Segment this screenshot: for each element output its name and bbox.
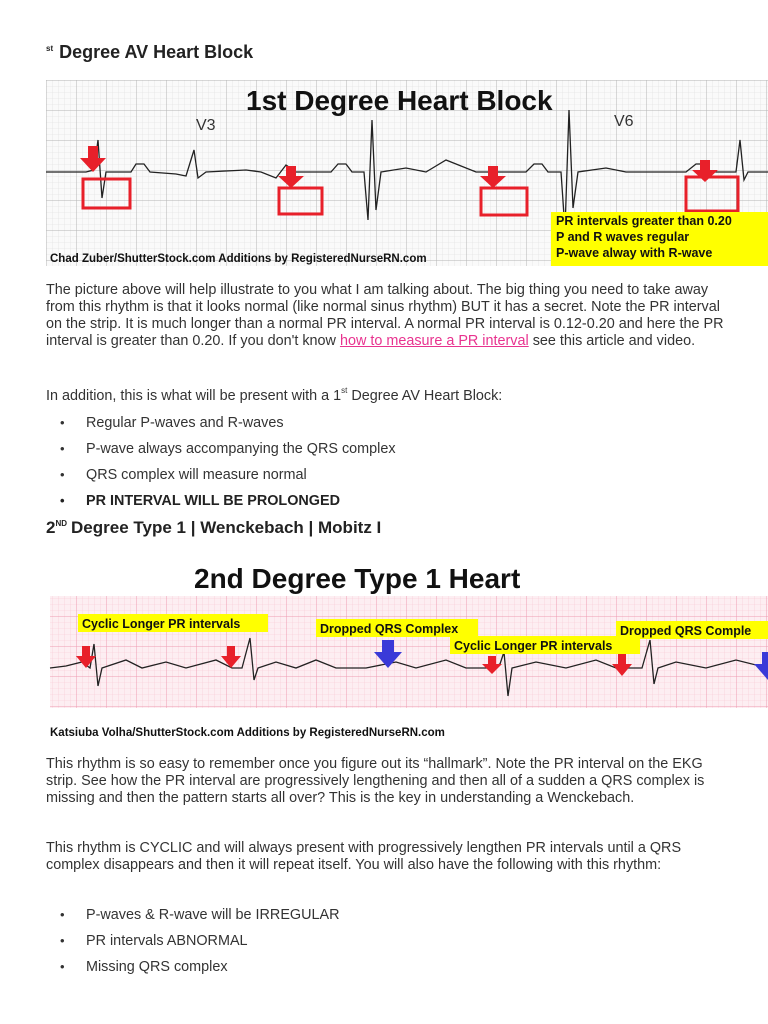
legend-line-3: P-wave alway with R-wave: [556, 246, 713, 260]
legend-line-1: PR intervals greater than 0.20: [556, 214, 732, 228]
heading-text: Degree Type 1 | Wenckebach | Mobitz I: [71, 518, 382, 537]
measure-pr-interval-link[interactable]: how to measure a PR interval: [339, 333, 529, 349]
lead-label-v3: V3: [196, 117, 216, 134]
list-item: • PR intervals ABNORMAL: [46, 928, 726, 954]
paragraph-cyclic-rhythm: This rhythm is CYCLIC and will always present with progressively lengthen PR intervals until a QRS complex disappears and then it will repeat itself. You will also have the following with this rhythm:: [46, 840, 682, 873]
list-item: • Missing QRS complex: [46, 954, 726, 980]
lead-label-v6: V6: [614, 113, 634, 130]
ekg-image-1st-degree: [46, 80, 768, 266]
image-credit-1: Chad Zuber/ShutterStock.com Additions by RegisteredNurseRN.com: [50, 253, 427, 265]
bullet-list-2nd-degree: [46, 902, 726, 980]
label-cyclic-longer-pr-1: Cyclic Longer PR intervals: [82, 617, 241, 631]
list-item: • P-wave always accompanying the QRS complex: [46, 436, 726, 462]
paragraph-wenckebach-hallmark: This rhythm is so easy to remember once you figure out its “hallmark”. Note the PR interval on the EKG strip. See how the PR interval are progressively lengthening and then all of a sudden a QRS complex is missing and then the pattern starts all over? This is the key in understanding a Wenckebach.: [46, 756, 705, 806]
ekg-image-2nd-degree: [46, 556, 768, 742]
section-heading-2nd-degree: [46, 518, 381, 538]
section-heading-1st-degree: [46, 42, 253, 63]
list-item: • QRS complex will measure normal: [46, 462, 726, 488]
list-item: • PR INTERVAL WILL BE PROLONGED: [46, 488, 726, 514]
paragraph-superscript: st: [341, 386, 348, 395]
label-dropped-qrs-2: Dropped QRS Comple: [620, 624, 752, 638]
heading-number: 2: [46, 518, 56, 537]
paragraph-text-after-link: see this article and video.: [528, 333, 696, 349]
paragraph-explanation-1st-degree: [46, 282, 726, 350]
heading-text: Degree AV Heart Block: [59, 42, 254, 62]
list-item: • Regular P-waves and R-waves: [46, 410, 726, 436]
bullet-list-1st-degree: [46, 410, 726, 514]
image-credit-2: Katsiuba Volha/ShutterStock.com Additions by RegisteredNurseRN.com: [50, 727, 445, 739]
legend-line-2: P and R waves regular: [556, 230, 690, 244]
paragraph-text-after: Degree AV Heart Block:: [347, 388, 503, 404]
heading-superscript: ND: [55, 519, 68, 528]
paragraph-text-before: In addition, this is what will be present with a 1: [46, 388, 342, 404]
ekg-title-2nd-degree: 2nd Degree Type 1 Heart: [194, 563, 521, 594]
label-cyclic-longer-pr-2: Cyclic Longer PR intervals: [454, 639, 613, 653]
list-item: • P-waves & R-wave will be IRREGULAR: [46, 902, 726, 928]
paragraph-in-addition: [46, 382, 726, 405]
paragraph-text: The picture above will help illustrate to you what I am talking about. The big thing you need to take away from this rhythm is that it looks normal (like normal sinus rhythm) BUT it has a secret. Note the PR interval on the strip. It is much longer than a normal PR interval. A normal PR interval is 0.12-0.20 and here the PR interval is greater than 0.20. If you don't know: [46, 282, 724, 349]
heading-superscript: st: [46, 44, 54, 53]
label-dropped-qrs-1: Dropped QRS Complex: [320, 622, 459, 636]
ekg-title-1st-degree: 1st Degree Heart Block: [246, 85, 553, 116]
